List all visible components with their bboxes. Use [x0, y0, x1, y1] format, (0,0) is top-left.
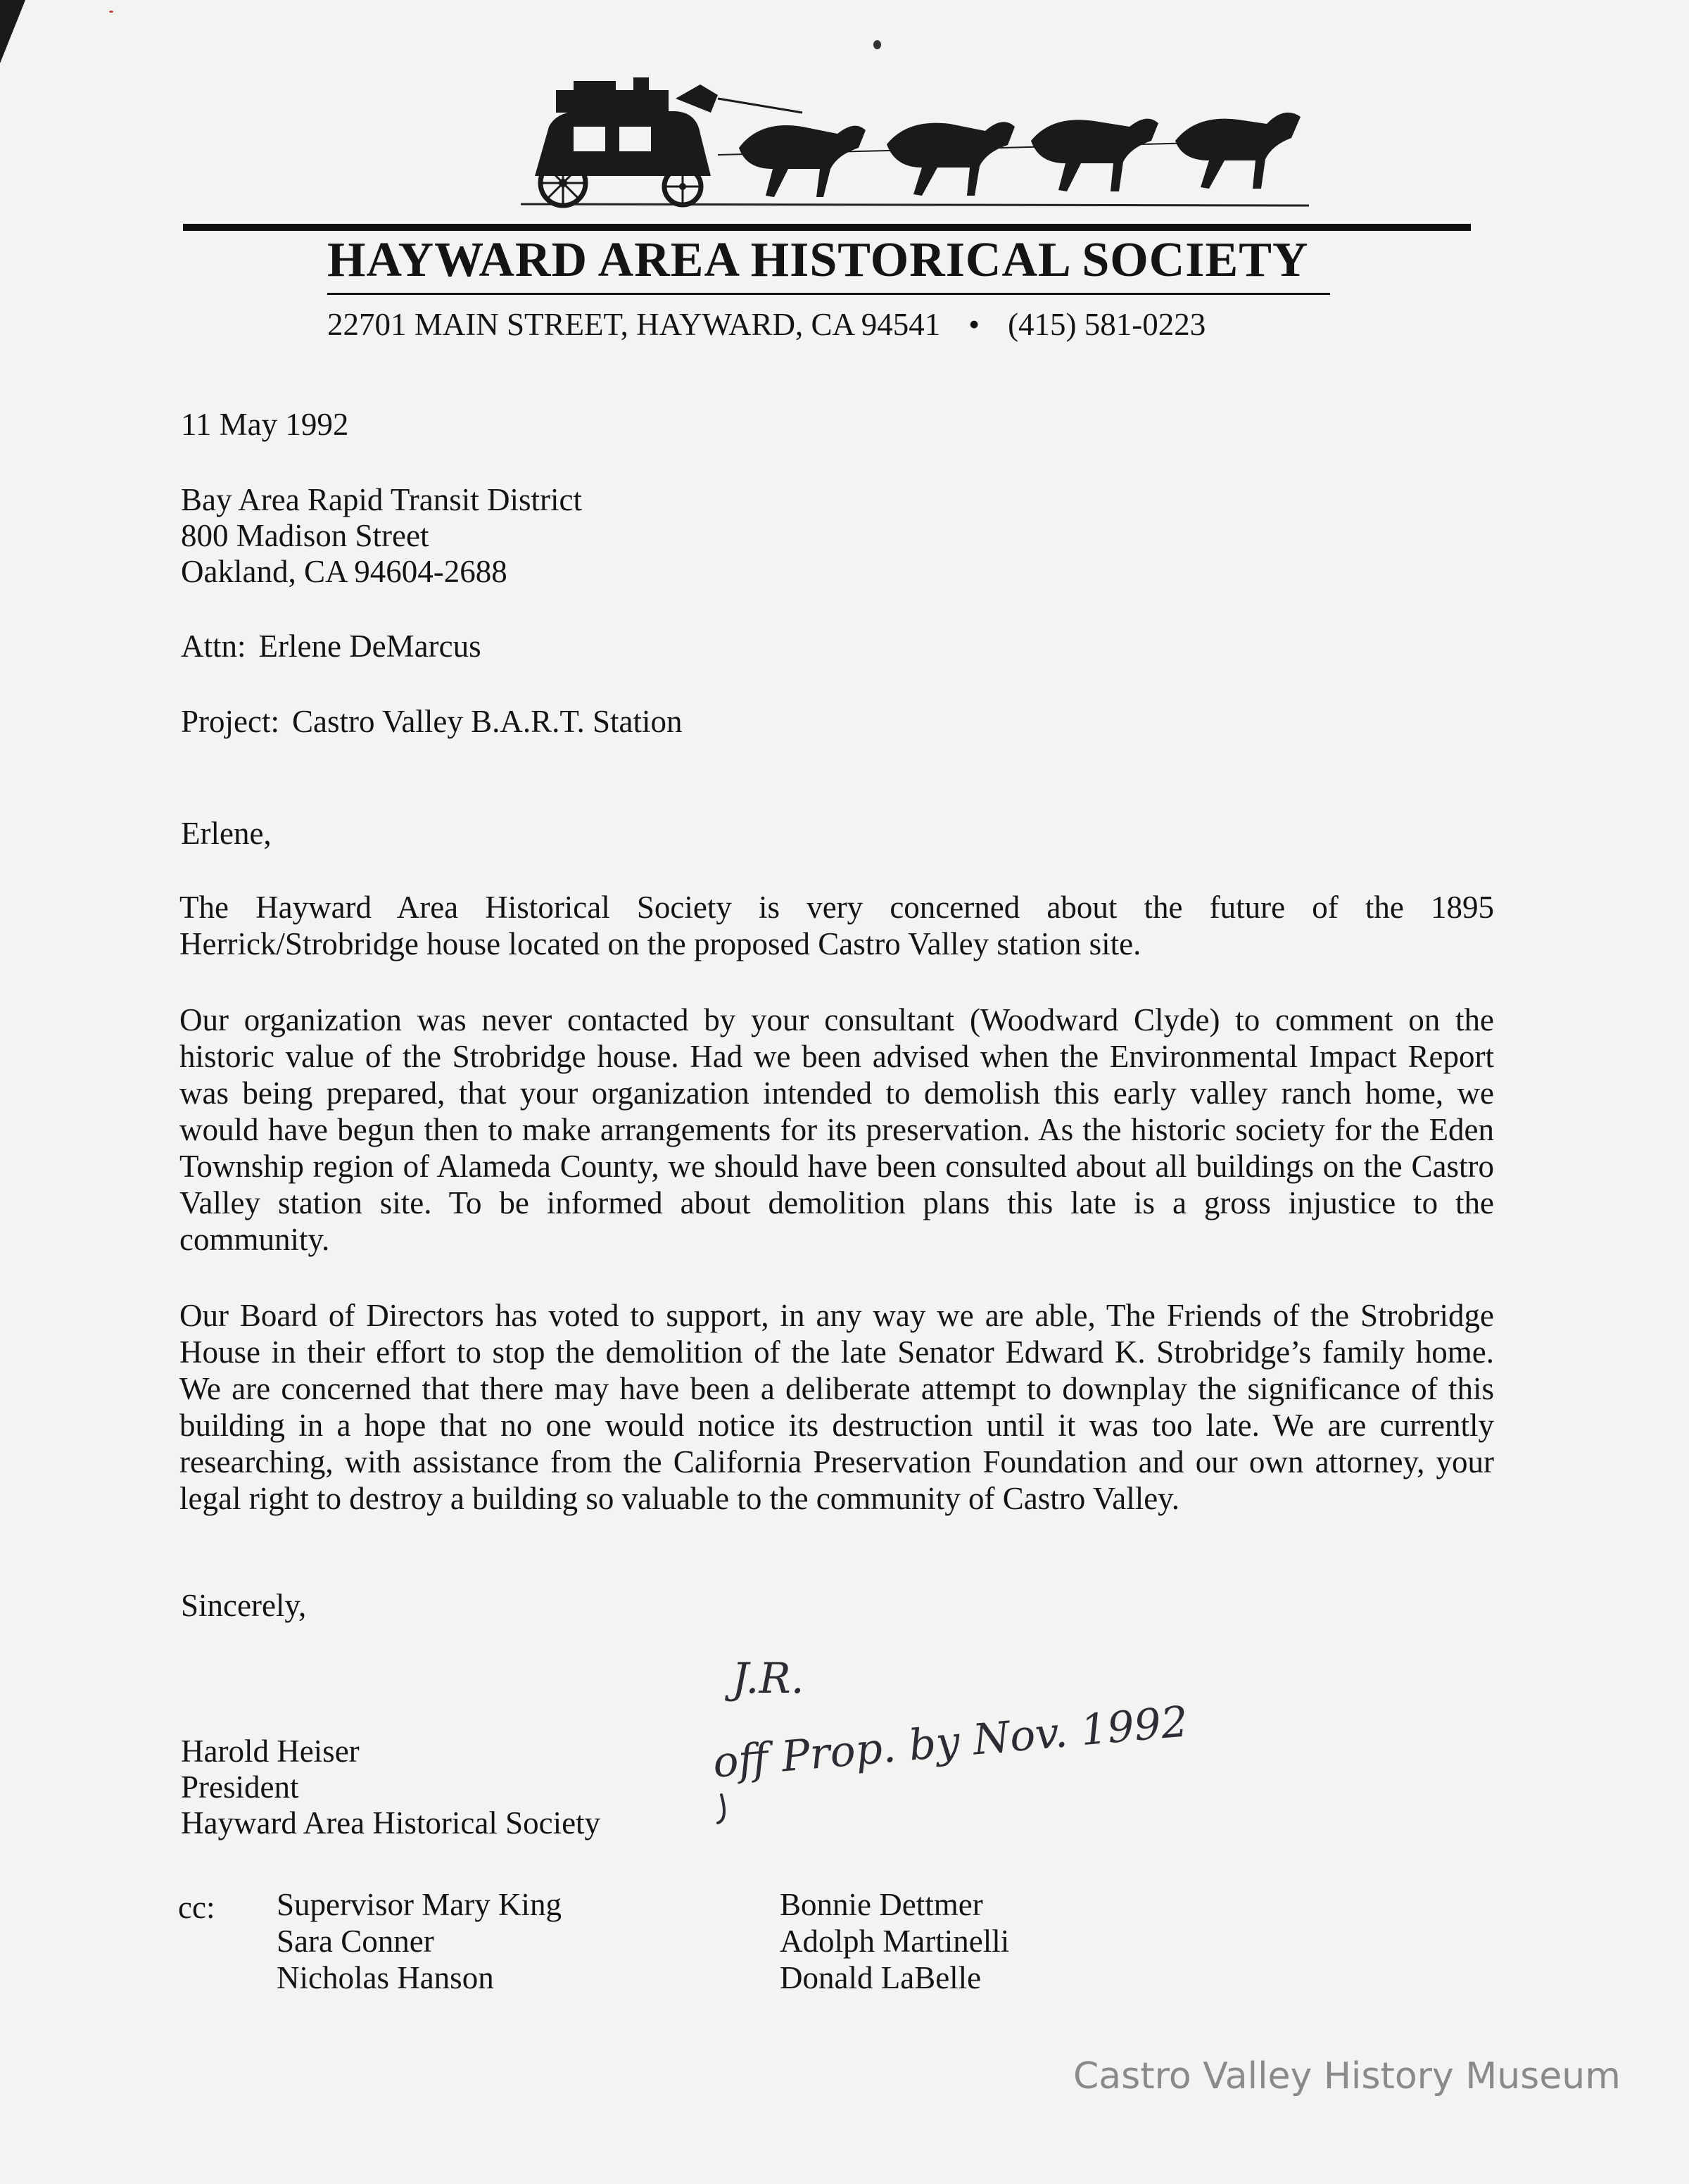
stagecoach-icon [507, 70, 1316, 211]
cc-recipient: Nicholas Hanson [277, 1960, 494, 1995]
letterhead-rule [183, 224, 1471, 231]
letterhead-address [327, 305, 1362, 343]
cc-recipient: Supervisor Mary King [277, 1887, 562, 1922]
project-value: Castro Valley B.A.R.T. Station [291, 704, 683, 739]
recipient-name: Bay Area Rapid Transit District [181, 482, 582, 517]
cc-list-right [780, 1886, 1009, 1996]
address-separator: • [968, 307, 980, 342]
cc-recipient: Adolph Martinelli [780, 1924, 1010, 1959]
signer-name: Harold Heiser [181, 1734, 360, 1769]
signer-title: President [181, 1769, 299, 1805]
signature-block [181, 1734, 600, 1841]
cc-list-left [277, 1886, 562, 1996]
attn-value: Erlene DeMarcus [258, 629, 481, 664]
salutation: Erlene, [181, 816, 272, 851]
letterhead-underline [327, 293, 1330, 295]
ink-speck [873, 40, 881, 49]
ink-speck [109, 11, 113, 13]
page-corner-fold [0, 0, 25, 63]
handwriting-underline [718, 1795, 724, 1823]
cc-recipient: Sara Conner [277, 1924, 434, 1959]
handwritten-note [700, 1643, 1277, 1826]
cc-recipient: Donald LaBelle [780, 1960, 982, 1995]
closing: Sincerely, [181, 1588, 307, 1623]
attn-label: Attn: [181, 629, 246, 664]
letter-date: 11 May 1992 [181, 407, 349, 442]
signer-organization: Hayward Area Historical Society [181, 1805, 601, 1841]
body-paragraph: Our Board of Directors has voted to support, in any way we are able, The Friends of the Strobridge House in their effort to stop the demolition of the late Senator Edward K. Strobridge’s family home. We are concerned that there may have been a deliberate attempt to downplay the significance of this building in a hope that no one would notice its destruction until it was too late. We are currently researching, with assistance from the California Preservation Foundation and our own attorney, your legal right to destroy a building so valuable to the community of Castro Valley. [179, 1298, 1494, 1516]
project-line [181, 704, 683, 740]
recipient-address [181, 482, 582, 590]
cc-label: cc: [178, 1890, 215, 1925]
organization-name: HAYWARD AREA HISTORICAL SOCIETY [327, 233, 1309, 287]
letterhead [183, 70, 1471, 352]
cc-recipient: Bonnie Dettmer [780, 1887, 983, 1922]
handwritten-initials: J.R. [732, 1654, 804, 1703]
attn-line [181, 629, 481, 664]
recipient-city: Oakland, CA 94604-2688 [181, 554, 507, 589]
museum-watermark: Castro Valley History Museum [1073, 2055, 1621, 2097]
body-paragraph: The Hayward Area Historical Society is very concerned about the future of the 1895 Herrick/Strobridge house located on the proposed Castro Valley station site. [179, 890, 1494, 961]
address-street: 22701 MAIN STREET, HAYWARD, CA 94541 [327, 307, 941, 342]
recipient-street: 800 Madison Street [181, 518, 429, 553]
handwritten-annotation: off Prop. by Nov. 1992 [711, 1697, 1190, 1788]
body-paragraph: Our organization was never contacted by your consultant (Woodward Clyde) to comment on the historic value of the Strobridge house. Had we been advised when the Environmental Impact Report was being prepared, that your organization intended to demolish this early valley ranch home, we would have begun then to make arrangements for its preservation. As the historic society for the Eden Township region of Alameda County, we should have been consulted about all buildings on the Castro Valley station site. To be informed about demolition plans this late is a gross injustice to the community. [179, 1002, 1494, 1257]
address-phone: (415) 581-0223 [1008, 307, 1206, 342]
project-label: Project: [181, 704, 279, 739]
